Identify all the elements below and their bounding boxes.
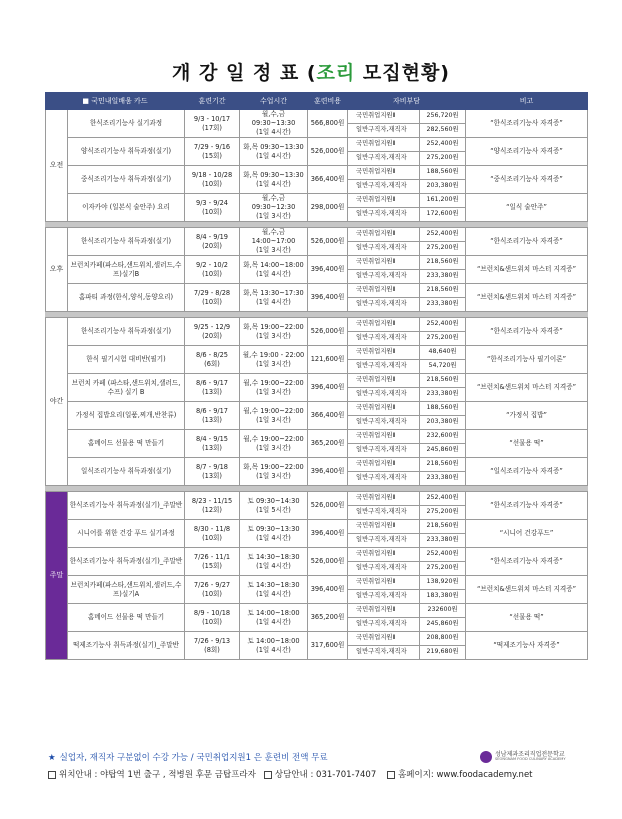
course-dates bbox=[185, 632, 240, 660]
class-time bbox=[240, 318, 308, 346]
course-name: 가정식 집밥요리(일품,찌개,반찬류) bbox=[68, 402, 185, 430]
course-dates bbox=[185, 194, 240, 222]
fee-type-label: 일반구직자,재직자 bbox=[348, 472, 420, 486]
session-count: (15회) bbox=[202, 561, 222, 570]
session-count: (10회) bbox=[202, 617, 222, 626]
training-cost: 396,400원 bbox=[308, 458, 348, 486]
course-note: “중식조리기능사 자격증” bbox=[466, 166, 588, 194]
time-range: 토 09:30~13:30 bbox=[247, 524, 300, 533]
session-count: (10회) bbox=[202, 589, 222, 598]
fee-type-label: 일반구직자,재직자 bbox=[348, 242, 420, 256]
date-range: 8/4 - 9/15 bbox=[196, 434, 229, 443]
class-time bbox=[240, 110, 308, 138]
class-time bbox=[240, 402, 308, 430]
daily-hours: (1일 4시간) bbox=[256, 151, 291, 160]
location-text: 위치안내 : 야탑역 1번 출구 , 적병원 후문 금탑프라자 bbox=[59, 770, 256, 780]
training-cost: 317,600원 bbox=[308, 632, 348, 660]
daily-hours: (1일 4시간) bbox=[256, 533, 291, 542]
homepage-link[interactable]: 홈페이지: www.foodacademy.net bbox=[398, 770, 533, 780]
time-range: 월,수,금 09:30~12:30 bbox=[251, 194, 296, 212]
fee-type-label: 국민취업지원Ⅱ bbox=[348, 520, 420, 534]
date-range: 8/6 - 8/25 bbox=[196, 350, 229, 359]
course-dates bbox=[185, 548, 240, 576]
fee-amount: 218,560원 bbox=[420, 374, 466, 388]
date-range: 8/9 - 10/18 bbox=[193, 608, 231, 617]
table-row bbox=[46, 194, 588, 208]
class-time bbox=[240, 374, 308, 402]
fee-amount: 188,560원 bbox=[420, 166, 466, 180]
training-cost: 396,400원 bbox=[308, 520, 348, 548]
training-cost: 396,400원 bbox=[308, 284, 348, 312]
class-time bbox=[240, 548, 308, 576]
training-cost: 396,400원 bbox=[308, 576, 348, 604]
fee-type-label: 일반구직자,재직자 bbox=[348, 416, 420, 430]
footer-note: ★ 실업자, 재직자 구분없이 수강 가능 / 국민취업지원1 은 훈련비 전액 무료 bbox=[48, 753, 328, 763]
time-range: 화,목 13:30~17:30 bbox=[243, 288, 304, 297]
fee-amount: 188,560원 bbox=[420, 402, 466, 416]
table-row bbox=[46, 228, 588, 242]
session-count: (17회) bbox=[202, 123, 222, 132]
fee-amount: 233,380원 bbox=[420, 534, 466, 548]
session-count: (12회) bbox=[202, 505, 222, 514]
fee-amount: 203,380원 bbox=[420, 180, 466, 194]
table-header-row bbox=[46, 93, 588, 110]
fee-type-label: 국민취업지원Ⅱ bbox=[348, 576, 420, 590]
time-range: 토 14:00~18:00 bbox=[247, 608, 300, 617]
course-note: “떡제조기능사 자격증” bbox=[466, 632, 588, 660]
fee-type-label: 국민취업지원Ⅱ bbox=[348, 256, 420, 270]
time-range: 화,목 14:00~18:00 bbox=[243, 260, 304, 269]
daily-hours: (1일 4시간) bbox=[256, 297, 291, 306]
daily-hours: (1일 3시간) bbox=[256, 359, 291, 368]
date-range: 8/6 - 9/17 bbox=[196, 378, 229, 387]
session-count: (10회) bbox=[202, 269, 222, 278]
session-count: (10회) bbox=[202, 297, 222, 306]
date-range: 7/26 - 9/13 bbox=[193, 636, 231, 645]
date-range: 9/3 - 10/17 bbox=[193, 114, 231, 123]
daily-hours: (1일 4시간) bbox=[256, 269, 291, 278]
time-range: 토 14:30~18:30 bbox=[247, 580, 300, 589]
fee-amount: 172,600원 bbox=[420, 208, 466, 222]
daily-hours: (1일 3시간) bbox=[256, 471, 291, 480]
course-dates bbox=[185, 166, 240, 194]
table-row bbox=[46, 492, 588, 506]
fee-amount: 282,560원 bbox=[420, 124, 466, 138]
session-count: (6회) bbox=[204, 359, 220, 368]
fee-type-label: 일반구직자,재직자 bbox=[348, 124, 420, 138]
period-label: 오전 bbox=[46, 110, 68, 222]
square-bullet-icon bbox=[264, 771, 272, 779]
date-range: 9/25 - 12/9 bbox=[193, 322, 231, 331]
fee-type-label: 일반구직자,재직자 bbox=[348, 208, 420, 222]
contact-text: 상담안내 : 031-701-7407 bbox=[274, 770, 377, 780]
fee-amount: 252,400원 bbox=[420, 318, 466, 332]
course-note: “한식조리기능사 필기이론” bbox=[466, 346, 588, 374]
course-dates bbox=[185, 458, 240, 486]
daily-hours: (1일 4시간) bbox=[256, 179, 291, 188]
fee-amount: 48,640원 bbox=[420, 346, 466, 360]
course-note: “시니어 건강푸드” bbox=[466, 520, 588, 548]
daily-hours: (1일 4시간) bbox=[256, 645, 291, 654]
time-range: 월,수 19:00~22:00 bbox=[243, 378, 304, 387]
fee-type-label: 국민취업지원Ⅱ bbox=[348, 632, 420, 646]
header-cost: 훈련비용 bbox=[308, 93, 348, 110]
fee-type-label: 국민취업지원Ⅱ bbox=[348, 492, 420, 506]
course-dates bbox=[185, 284, 240, 312]
header-card: ■ 국민내일배움 카드 bbox=[46, 93, 185, 110]
class-time bbox=[240, 194, 308, 222]
daily-hours: (1일 4시간) bbox=[256, 561, 291, 570]
class-time bbox=[240, 458, 308, 486]
fee-amount: 203,380원 bbox=[420, 416, 466, 430]
fee-amount: 233,380원 bbox=[420, 270, 466, 284]
session-count: (20회) bbox=[202, 331, 222, 340]
training-cost: 526,000원 bbox=[308, 548, 348, 576]
session-count: (13회) bbox=[202, 387, 222, 396]
class-time bbox=[240, 228, 308, 256]
daily-hours: (1일 4시간) bbox=[256, 127, 291, 136]
course-dates bbox=[185, 520, 240, 548]
session-count: (13회) bbox=[202, 415, 222, 424]
session-count: (10회) bbox=[202, 207, 222, 216]
date-range: 7/29 - 8/28 bbox=[193, 288, 231, 297]
fee-amount: 218,560원 bbox=[420, 284, 466, 298]
course-dates bbox=[185, 346, 240, 374]
daily-hours: (1일 3시간) bbox=[256, 211, 291, 220]
table-row bbox=[46, 458, 588, 472]
time-range: 월,수,금 14:00~17:00 bbox=[251, 228, 296, 246]
session-count: (10회) bbox=[202, 179, 222, 188]
course-note: “브런치&샌드위치 마스터 지격증” bbox=[466, 256, 588, 284]
fee-amount: 233,380원 bbox=[420, 298, 466, 312]
fee-amount: 275,200원 bbox=[420, 332, 466, 346]
header-period: 훈련기간 bbox=[185, 93, 240, 110]
daily-hours: (1일 3시간) bbox=[256, 443, 291, 452]
fee-type-label: 국민취업지원Ⅱ bbox=[348, 110, 420, 124]
course-name: 일식조리기능사 취득과정(실기) bbox=[68, 458, 185, 486]
course-note: “브런치&샌드위치 마스터 지격증” bbox=[466, 284, 588, 312]
daily-hours: (1일 3시간) bbox=[256, 415, 291, 424]
fee-amount: 232,600원 bbox=[420, 430, 466, 444]
time-range: 토 14:00~18:00 bbox=[247, 636, 300, 645]
course-note: “브런치&샌드위치 마스터 지격증” bbox=[466, 374, 588, 402]
time-range: 토 09:30~14:30 bbox=[247, 496, 300, 505]
class-time bbox=[240, 346, 308, 374]
fee-amount: 218,560원 bbox=[420, 520, 466, 534]
training-cost: 365,200원 bbox=[308, 430, 348, 458]
star-icon: ★ bbox=[48, 753, 56, 763]
logo-sub: SEONGNAM FOOD CULINARY ACADEMY bbox=[495, 757, 566, 762]
date-range: 9/3 - 9/24 bbox=[196, 198, 229, 207]
fee-amount: 161,200원 bbox=[420, 194, 466, 208]
session-count: (8회) bbox=[204, 645, 220, 654]
session-count: (13회) bbox=[202, 471, 222, 480]
fee-amount: 183,380원 bbox=[420, 590, 466, 604]
time-range: 월,수 19:00~22:00 bbox=[243, 434, 304, 443]
time-range: 월,수 19:00~22:00 bbox=[243, 406, 304, 415]
date-range: 9/18 - 10/28 bbox=[191, 170, 233, 179]
time-range: 화,목 09:30~13:30 bbox=[243, 170, 304, 179]
training-cost: 566,800원 bbox=[308, 110, 348, 138]
class-time bbox=[240, 166, 308, 194]
fee-type-label: 일반구직자,재직자 bbox=[348, 152, 420, 166]
table-row bbox=[46, 430, 588, 444]
period-label: 야간 bbox=[46, 318, 68, 486]
table-row bbox=[46, 576, 588, 590]
period-label: 주말 bbox=[46, 492, 68, 660]
training-cost: 396,400원 bbox=[308, 374, 348, 402]
class-time bbox=[240, 604, 308, 632]
fee-type-label: 일반구직자,재직자 bbox=[348, 360, 420, 374]
date-range: 7/29 - 9/16 bbox=[193, 142, 231, 151]
course-dates bbox=[185, 110, 240, 138]
page-title: 개 강 일 정 표 (조리 모집현황) bbox=[172, 62, 450, 84]
fee-type-label: 국민취업지원Ⅱ bbox=[348, 318, 420, 332]
training-cost: 526,000원 bbox=[308, 318, 348, 346]
training-cost: 298,000원 bbox=[308, 194, 348, 222]
fee-amount: 233,380원 bbox=[420, 472, 466, 486]
table-row bbox=[46, 520, 588, 534]
date-range: 7/26 - 9/27 bbox=[193, 580, 231, 589]
fee-amount: 218,560원 bbox=[420, 256, 466, 270]
fee-amount: 232600원 bbox=[420, 604, 466, 618]
fee-type-label: 일반구직자,재직자 bbox=[348, 646, 420, 660]
course-name: 한식 필기시험 대비반(필기) bbox=[68, 346, 185, 374]
fee-amount: 138,920원 bbox=[420, 576, 466, 590]
training-cost: 365,200원 bbox=[308, 604, 348, 632]
class-time bbox=[240, 632, 308, 660]
fee-type-label: 국민취업지원Ⅱ bbox=[348, 604, 420, 618]
course-note: “한식조리기능사 자격증” bbox=[466, 492, 588, 520]
time-range: 화,목 09:30~13:30 bbox=[243, 142, 304, 151]
course-dates bbox=[185, 256, 240, 284]
course-dates bbox=[185, 402, 240, 430]
header-time: 수업시간 bbox=[240, 93, 308, 110]
fee-type-label: 국민취업지원Ⅱ bbox=[348, 194, 420, 208]
time-range: 화,목 19:00~22:00 bbox=[243, 462, 304, 471]
daily-hours: (1일 5시간) bbox=[256, 505, 291, 514]
course-name: 이자카야 (일본식 술안주) 요리 bbox=[68, 194, 185, 222]
table-row bbox=[46, 110, 588, 124]
fee-type-label: 국민취업지원Ⅱ bbox=[348, 548, 420, 562]
fee-type-label: 국민취업지원Ⅱ bbox=[348, 284, 420, 298]
fee-type-label: 일반구직자,재직자 bbox=[348, 618, 420, 632]
course-note: “한식조리기능사 자격증” bbox=[466, 548, 588, 576]
course-dates bbox=[185, 228, 240, 256]
square-bullet-icon bbox=[48, 771, 56, 779]
fee-type-label: 일반구직자,재직자 bbox=[348, 534, 420, 548]
time-range: 토 14:30~18:30 bbox=[247, 552, 300, 561]
fee-amount: 245,860원 bbox=[420, 618, 466, 632]
table-row bbox=[46, 138, 588, 152]
fee-amount: 252,400원 bbox=[420, 492, 466, 506]
course-dates bbox=[185, 430, 240, 458]
fee-type-label: 국민취업지원Ⅱ bbox=[348, 138, 420, 152]
training-cost: 366,400원 bbox=[308, 166, 348, 194]
course-name: 한식조리기능사 취득과정(실기) bbox=[68, 228, 185, 256]
logo-name: 성남제과조리직업전문학교 bbox=[495, 750, 565, 758]
fee-type-label: 일반구직자,재직자 bbox=[348, 298, 420, 312]
course-name: 떡제조기능사 취득과정(실기)_주말반 bbox=[68, 632, 185, 660]
schedule-table bbox=[45, 92, 588, 660]
course-dates bbox=[185, 138, 240, 166]
fee-amount: 208,800원 bbox=[420, 632, 466, 646]
header-self-pay: 자비부담 bbox=[348, 93, 466, 110]
course-name: 홈메이드 선물용 떡 만들기 bbox=[68, 430, 185, 458]
date-range: 8/30 - 11/8 bbox=[193, 524, 231, 533]
fee-type-label: 국민취업지원Ⅱ bbox=[348, 430, 420, 444]
table-row bbox=[46, 318, 588, 332]
course-dates bbox=[185, 318, 240, 346]
course-name: 한식조리기능사 취득과정(실기)_주말반 bbox=[68, 548, 185, 576]
table-row bbox=[46, 346, 588, 360]
session-count: (13회) bbox=[202, 443, 222, 452]
fee-type-label: 일반구직자,재직자 bbox=[348, 388, 420, 402]
date-range: 8/6 - 9/17 bbox=[196, 406, 229, 415]
training-cost: 526,000원 bbox=[308, 492, 348, 520]
fee-type-label: 국민취업지원Ⅱ bbox=[348, 402, 420, 416]
fee-type-label: 일반구직자,재직자 bbox=[348, 444, 420, 458]
session-count: (10회) bbox=[202, 533, 222, 542]
course-name: 양식조리기능사 취득과정(실기) bbox=[68, 138, 185, 166]
fee-type-label: 국민취업지원Ⅱ bbox=[348, 458, 420, 472]
course-name: 한식조리기능사 취득과정(실기)_주말반 bbox=[68, 492, 185, 520]
class-time bbox=[240, 576, 308, 604]
fee-type-label: 일반구직자,재직자 bbox=[348, 270, 420, 284]
fee-amount: 252,400원 bbox=[420, 548, 466, 562]
class-time bbox=[240, 284, 308, 312]
course-note: “한식조리기능사 자격증” bbox=[466, 228, 588, 256]
fee-type-label: 일반구직자,재직자 bbox=[348, 562, 420, 576]
course-name: 시니어를 위한 건강 푸드 실기과정 bbox=[68, 520, 185, 548]
course-name: 브런치카페(파스타,샌드위치,샐러드,수프)실기A bbox=[68, 576, 185, 604]
date-range: 8/7 - 9/18 bbox=[196, 462, 229, 471]
course-note: “선물용 떡” bbox=[466, 430, 588, 458]
footer-info bbox=[48, 768, 533, 780]
class-time bbox=[240, 492, 308, 520]
fee-type-label: 국민취업지원Ⅱ bbox=[348, 346, 420, 360]
course-note: “가정식 집밥” bbox=[466, 402, 588, 430]
academy-logo bbox=[480, 748, 592, 766]
course-name: 한식조리기능사 실기과정 bbox=[68, 110, 185, 138]
table-row bbox=[46, 402, 588, 416]
course-dates bbox=[185, 374, 240, 402]
table-row bbox=[46, 632, 588, 646]
course-note: “브런치&샌드위치 마스터 지격증” bbox=[466, 576, 588, 604]
fee-amount: 233,380원 bbox=[420, 388, 466, 402]
course-name: 홈메이드 선물용 떡 만들기 bbox=[68, 604, 185, 632]
class-time bbox=[240, 430, 308, 458]
fee-amount: 256,720원 bbox=[420, 110, 466, 124]
header-note: 비고 bbox=[466, 93, 588, 110]
course-note: “한식조리기능사 자격증” bbox=[466, 318, 588, 346]
course-name: 중식조리기능사 취득과정(실기) bbox=[68, 166, 185, 194]
course-dates bbox=[185, 576, 240, 604]
course-dates bbox=[185, 604, 240, 632]
date-range: 8/4 - 9/19 bbox=[196, 232, 229, 241]
table-row bbox=[46, 166, 588, 180]
emblem-icon bbox=[480, 751, 492, 763]
table-row bbox=[46, 284, 588, 298]
table-row bbox=[46, 548, 588, 562]
fee-amount: 54,720원 bbox=[420, 360, 466, 374]
fee-amount: 252,400원 bbox=[420, 138, 466, 152]
fee-type-label: 국민취업지원Ⅱ bbox=[348, 374, 420, 388]
table-row bbox=[46, 256, 588, 270]
daily-hours: (1일 3시간) bbox=[256, 245, 291, 254]
fee-amount: 275,200원 bbox=[420, 506, 466, 520]
fee-type-label: 일반구직자,재직자 bbox=[348, 506, 420, 520]
daily-hours: (1일 3시간) bbox=[256, 387, 291, 396]
training-cost: 366,400원 bbox=[308, 402, 348, 430]
fee-type-label: 국민취업지원Ⅱ bbox=[348, 166, 420, 180]
session-count: (20회) bbox=[202, 241, 222, 250]
course-name: 브런치카페(파스타,샌드위치,샐러드,수프)실기B bbox=[68, 256, 185, 284]
date-range: 9/2 - 10/2 bbox=[196, 260, 229, 269]
table-row bbox=[46, 374, 588, 388]
session-count: (15회) bbox=[202, 151, 222, 160]
daily-hours: (1일 4시간) bbox=[256, 589, 291, 598]
period-label: 오후 bbox=[46, 228, 68, 312]
training-cost: 396,400원 bbox=[308, 256, 348, 284]
fee-amount: 219,680원 bbox=[420, 646, 466, 660]
square-bullet-icon bbox=[387, 771, 395, 779]
date-range: 8/23 - 11/15 bbox=[191, 496, 233, 505]
course-name: 홈파티 과정(한식,양식,동양요리) bbox=[68, 284, 185, 312]
course-name: 브런치 카페 (파스타,샌드위치,샐러드,수프) 실기 B bbox=[68, 374, 185, 402]
fee-amount: 218,560원 bbox=[420, 458, 466, 472]
fee-amount: 275,200원 bbox=[420, 152, 466, 166]
date-range: 7/26 - 11/1 bbox=[193, 552, 231, 561]
course-name: 한식조리기능사 취득과정(실기) bbox=[68, 318, 185, 346]
course-note: “한식조리기능사 자격증” bbox=[466, 110, 588, 138]
daily-hours: (1일 3시간) bbox=[256, 331, 291, 340]
fee-amount: 275,200원 bbox=[420, 242, 466, 256]
training-cost: 121,600원 bbox=[308, 346, 348, 374]
fee-amount: 275,200원 bbox=[420, 562, 466, 576]
class-time bbox=[240, 138, 308, 166]
training-cost: 526,000원 bbox=[308, 138, 348, 166]
fee-amount: 245,860원 bbox=[420, 444, 466, 458]
fee-type-label: 일반구직자,재직자 bbox=[348, 332, 420, 346]
daily-hours: (1일 4시간) bbox=[256, 617, 291, 626]
training-cost: 526,000원 bbox=[308, 228, 348, 256]
fee-type-label: 일반구직자,재직자 bbox=[348, 180, 420, 194]
class-time bbox=[240, 256, 308, 284]
course-note: “선물용 떡” bbox=[466, 604, 588, 632]
table-row bbox=[46, 604, 588, 618]
course-note: “양식조리기능사 자격증” bbox=[466, 138, 588, 166]
class-time bbox=[240, 520, 308, 548]
course-note: “일식 술안주” bbox=[466, 194, 588, 222]
time-range: 월,수,금 09:30~13:30 bbox=[251, 110, 296, 128]
course-note: “일식조리기능사 자격증” bbox=[466, 458, 588, 486]
time-range: 월,수 19:00 - 22:00 bbox=[242, 350, 305, 359]
fee-type-label: 국민취업지원Ⅱ bbox=[348, 228, 420, 242]
fee-type-label: 일반구직자,재직자 bbox=[348, 590, 420, 604]
time-range: 화,목 19:00~22:00 bbox=[243, 322, 304, 331]
fee-amount: 252,400원 bbox=[420, 228, 466, 242]
course-dates bbox=[185, 492, 240, 520]
